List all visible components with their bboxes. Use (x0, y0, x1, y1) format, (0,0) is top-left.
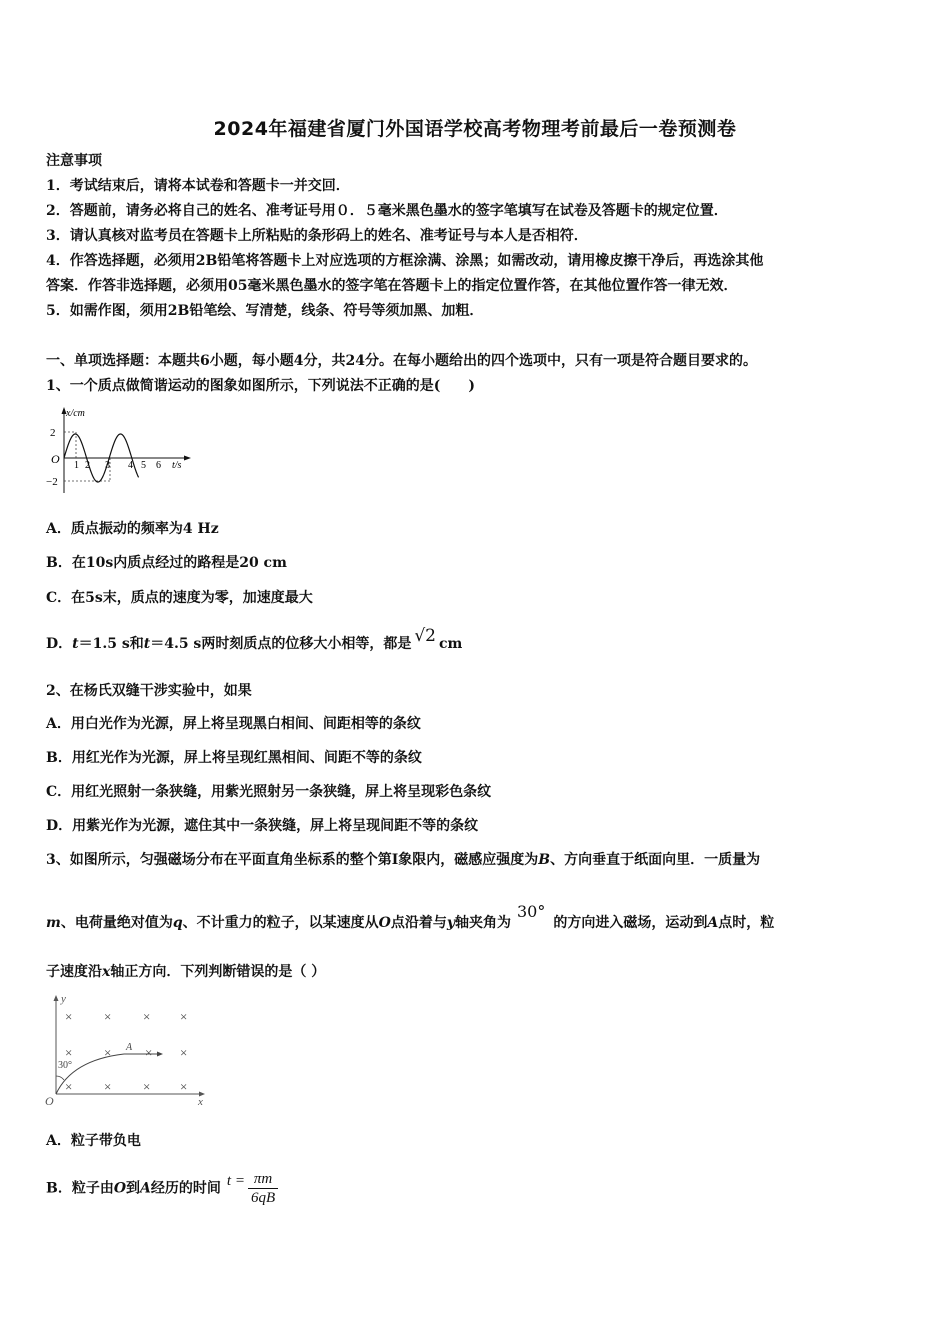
notice-item-1: 1．考试结束后，请将本试卷和答题卡一并交回． (46, 178, 350, 194)
field-cross: × (104, 1045, 112, 1060)
notice-heading: 注意事项 (46, 153, 102, 169)
q3-stem-line1: 3、如图所示，匀强磁场分布在平面直角坐标系的整个第Ⅰ象限内，磁感应强度为B、方向垂直于纸面向里．一质量为 (46, 852, 761, 868)
q3-stem-line3: 子速度沿x轴正方向．下列判断错误的是（ ） (46, 964, 326, 980)
q1-x-tick-6: 6 (156, 460, 161, 471)
q3-x-label: x (198, 1096, 203, 1108)
q3-stem-line2: m、电荷量绝对值为q、不计重力的粒子，以某速度从O点沿着与y轴夹角为30°的方向进入磁场，运动到A点时，粒 (46, 902, 775, 931)
field-cross: × (143, 1009, 151, 1024)
q3-point-a-label: A (126, 1042, 133, 1053)
q2-stem: 2、在杨氏双缝干涉实验中，如果 (46, 683, 252, 699)
q1-y-tick-2: 2 (50, 427, 56, 439)
notice-item-4: 4．作答选择题，必须用2B铅笔将答题卡上对应选项的方框涂满、涂黑；如需改动，请用橡皮擦干净后，再选涂其他 (46, 253, 764, 269)
q1-y-label: x/cm (66, 408, 85, 419)
section-heading: 一、单项选择题：本题共6小题，每小题4分，共24分。在每小题给出的四个选项中，只有一项是符合题目要求的。 (46, 353, 757, 369)
field-cross: × (104, 1009, 112, 1024)
q2-option-c: C．用红光照射一条狭缝，用紫光照射另一条狭缝，屏上将呈现彩色条纹 (46, 784, 492, 800)
q3-y-arrow (54, 995, 59, 1001)
q3-angle-arc (56, 1076, 64, 1080)
notice-item-4-cont: 答案．作答非选择题，必须用05毫米黑色墨水的签字笔在答题卡上的指定位置作答，在其他位置作答一律无效． (46, 278, 738, 294)
q3-angle-label: 30° (58, 1060, 72, 1071)
q1-x-tick-2: 2 (85, 460, 90, 471)
q1-x-label: t/s (172, 460, 182, 471)
q3-velocity-arrowhead (157, 1052, 163, 1057)
field-cross: × (65, 1079, 73, 1094)
time-fraction: $\frac{\pi m}{6qB}$ (248, 1170, 278, 1207)
q3-option-b: B．粒子由O到A经历的时间 t = $\frac{\pi m}{6qB}$ (46, 1170, 278, 1207)
notice-item-3: 3．请认真核对监考员在答题卡上所粘贴的条形码上的姓名、准考证号与本人是否相符． (46, 228, 588, 244)
field-cross: × (104, 1079, 112, 1094)
q3-option-a: A．粒子带负电 (46, 1133, 141, 1149)
notice-item-5: 5．如需作图，须用2B铅笔绘、写清楚，线条、符号等须加黑、加粗． (46, 303, 484, 319)
field-cross: × (65, 1009, 73, 1024)
field-cross: × (65, 1045, 73, 1060)
q1-option-d: D．t＝1.5 s和t＝4.5 s两时刻质点的位移大小相等，都是 √2 cm (46, 626, 463, 652)
q1-x-tick-5: 5 (141, 460, 146, 471)
q2-option-a: A．用白光作为光源，屏上将呈现黑白相间、间距相等的条纹 (46, 716, 421, 732)
q1-option-b: B．在10s内质点经过的路程是20 cm (46, 555, 287, 571)
q1-y-tick-neg2: −2 (46, 476, 58, 488)
q3-y-label: y (61, 993, 66, 1005)
q1-x-arrow (184, 456, 191, 461)
field-cross: × (145, 1045, 153, 1060)
q1-option-c: C．在5s末，质点的速度为零，加速度最大 (46, 590, 313, 606)
field-cross: × (180, 1045, 188, 1060)
q1-origin: O (51, 452, 60, 466)
q2-option-b: B．用红光作为光源，屏上将呈现红黑相间、间距不等的条纹 (46, 750, 422, 766)
field-cross: × (143, 1079, 151, 1094)
q1-x-tick-3: 3 (105, 460, 110, 471)
q1-x-tick-1: 1 (74, 460, 79, 471)
q3-magnetic-field-figure (42, 990, 212, 1108)
q2-option-d: D．用紫光作为光源，遮住其中一条狭缝，屏上将呈现间距不等的条纹 (46, 818, 479, 834)
sqrt-2: √2 (414, 626, 436, 646)
q1-oscillation-graph (44, 405, 194, 497)
field-cross: × (180, 1079, 188, 1094)
q1-option-a: A．质点振动的频率为4 Hz (46, 521, 219, 537)
field-cross: × (180, 1009, 188, 1024)
page-title: 2024年福建省厦门外国语学校高考物理考前最后一卷预测卷 (213, 118, 737, 140)
q1-stem: 1、一个质点做简谐运动的图象如图所示，下列说法不正确的是( ) (46, 378, 475, 394)
notice-item-2: 2．答题前，请务必将自己的姓名、准考证号用０．５毫米黑色墨水的签字笔填写在试卷及答题卡的规定位置． (46, 203, 728, 219)
q3-origin: O (45, 1094, 54, 1108)
angle-30: 30° (516, 902, 546, 921)
q1-x-tick-4: 4 (128, 460, 133, 471)
